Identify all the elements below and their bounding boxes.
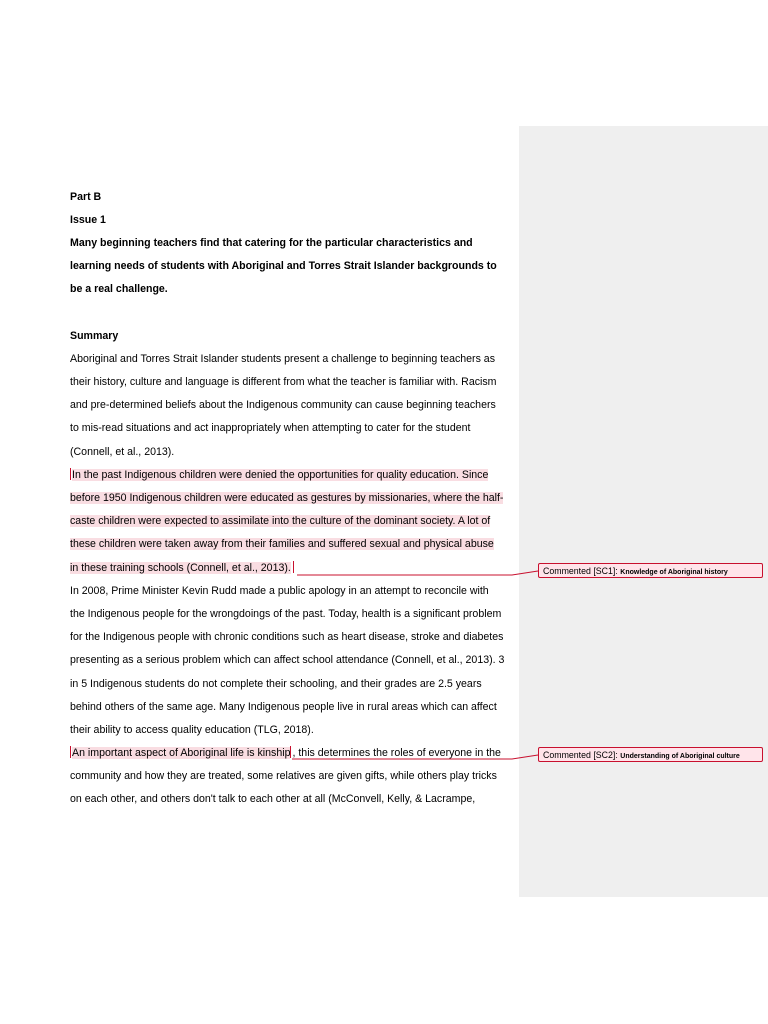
highlighted-paragraph-line[interactable]: in these training schools (Connell, et al., 2013). (70, 561, 295, 575)
highlighted-paragraph-line[interactable]: these children were taken away from their families and suffered sexual and physical abuse (70, 538, 494, 550)
paragraph-line: the Indigenous people for the wrongdoings of the past. Today, health is a significant problem (70, 608, 502, 620)
highlighted-paragraph-line[interactable]: caste children were expected to assimilate into the culture of the dominant society. A lot of (70, 515, 491, 527)
highlighted-paragraph-line[interactable]: In the past Indigenous children were denied the opportunities for quality education. Since (72, 469, 489, 481)
paragraph-line: and pre-determined beliefs about the Indigenous community can cause beginning teachers (70, 399, 496, 411)
issue-statement-line: Many beginning teachers find that catering for the particular characteristics and (70, 237, 473, 249)
part-heading: Part B (70, 191, 102, 203)
paragraph-line: on each other, and others don't talk to each other at all (McConvell, Kelly, & Lacrampe, (70, 793, 476, 805)
comment-balloon-sc2[interactable]: Commented [SC2]: Understanding of Aboriginal culture (538, 747, 763, 762)
paragraph-line: to mis-read situations and act inappropriately when attempting to cater for the student (70, 422, 471, 434)
comment-balloon-sc1[interactable]: Commented [SC1]: Knowledge of Aboriginal history (538, 563, 763, 578)
paragraph-line: presenting as a serious problem which can affect school attendance (Connell, et al., 2013). 3 (70, 654, 505, 666)
paragraph-line: their ability to access quality education (TLG, 2018). (70, 724, 314, 736)
kinship-highlight: An important aspect of Aboriginal life is kinship (72, 747, 291, 759)
summary-heading: Summary (70, 330, 119, 342)
paragraph-line: Aboriginal and Torres Strait Islander students present a challenge to beginning teachers as (70, 353, 495, 365)
paragraph-line: community and how they are treated, some relatives are given gifts, while others play tricks (70, 770, 497, 782)
issue-statement-line: learning needs of students with Aboriginal and Torres Strait Islander backgrounds to (70, 260, 497, 272)
kinship-paragraph-line[interactable]: An important aspect of Aboriginal life is kinship , this determines the roles of everyone in the (72, 747, 501, 759)
paragraph-line: behind others of the same age. Many Indigenous people live in rural areas which can affect (70, 701, 497, 713)
paragraph-line: for the Indigenous people with chronic conditions such as heart disease, stroke and diabetes (70, 631, 504, 643)
paragraph-line: In 2008, Prime Minister Kevin Rudd made a public apology in an attempt to reconcile with (70, 585, 489, 597)
paragraph-line: their history, culture and language is different from what the teacher is familiar with. Racism (70, 376, 497, 388)
paragraph-line: in 5 Indigenous students do not complete their schooling, and their grades are 2.5 years (70, 678, 482, 690)
paragraph-line: (Connell, et al., 2013). (70, 446, 175, 458)
issue-heading: Issue 1 (70, 214, 106, 226)
highlighted-paragraph-line[interactable]: before 1950 Indigenous children were educated as gestures by missionaries, where the half- (70, 492, 504, 504)
issue-statement-line: be a real challenge. (70, 283, 168, 295)
